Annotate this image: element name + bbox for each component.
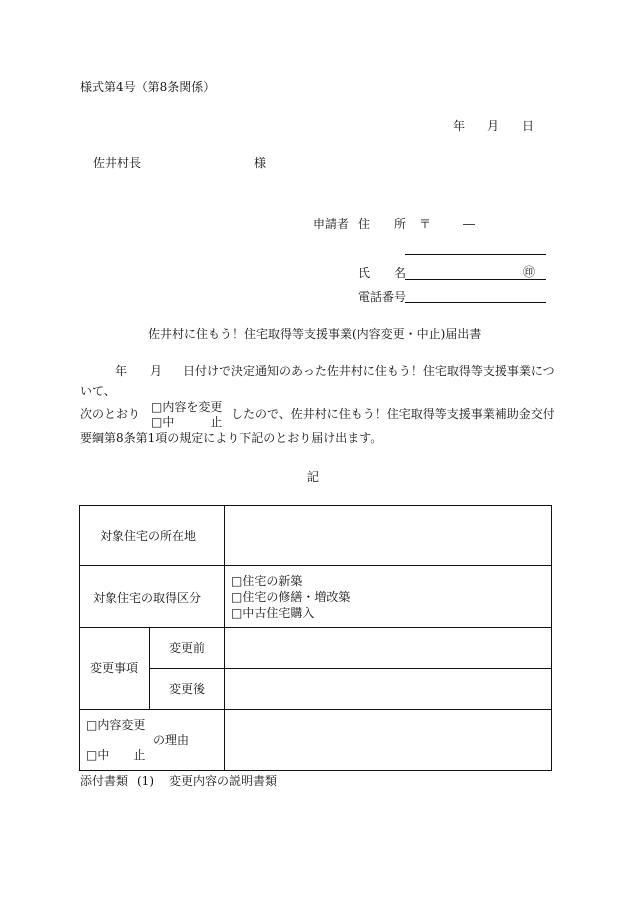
col-divider-main bbox=[224, 506, 225, 770]
change-items-label: 変更事項 bbox=[90, 661, 139, 675]
body-line3: 要綱第8条第1項の規定により下記のとおり届け出ます。 bbox=[80, 431, 383, 445]
row-divider-2 bbox=[80, 627, 551, 628]
before-label: 変更前 bbox=[169, 641, 206, 655]
body-line1-wrap: いて、 bbox=[80, 384, 116, 398]
option-change-checkbox[interactable]: □内容を変更 bbox=[151, 400, 223, 414]
addressee-honorific: 様 bbox=[254, 156, 267, 170]
option-stop-checkbox[interactable]: □中 止 bbox=[151, 415, 223, 429]
attachment-item: 変更内容の説明書類 bbox=[169, 774, 278, 788]
acquisition-label: 対象住宅の取得区分 bbox=[93, 591, 202, 605]
ki-heading: 記 bbox=[307, 470, 320, 484]
postal-dash: ― bbox=[463, 217, 475, 231]
location-value[interactable] bbox=[230, 510, 545, 560]
reason-label: の理由 bbox=[153, 733, 190, 747]
details-table bbox=[79, 505, 552, 771]
before-value[interactable] bbox=[230, 631, 545, 664]
reason-value[interactable] bbox=[230, 713, 545, 765]
date-year-label: 年 bbox=[453, 119, 466, 133]
address-line bbox=[405, 254, 546, 255]
acq-option-used[interactable]: □中古住宅購入 bbox=[231, 606, 315, 620]
seal-mark: ㊞ bbox=[523, 265, 536, 279]
name-label: 氏 名 bbox=[358, 266, 407, 280]
applicant-label: 申請者 bbox=[313, 217, 350, 231]
row-divider-3 bbox=[149, 668, 551, 669]
body-year: 年 bbox=[115, 364, 128, 378]
attachment-label: 添付書類 bbox=[80, 774, 129, 788]
acq-option-repair[interactable]: □住宅の修繕・増改築 bbox=[231, 590, 351, 604]
acq-option-new[interactable]: □住宅の新築 bbox=[231, 574, 303, 588]
body-line1: 日付けで決定通知のあった佐井村に住もう！住宅取得等支援事業につ bbox=[183, 364, 555, 378]
form-number: 様式第4号（第8条関係） bbox=[80, 80, 216, 94]
after-label: 変更後 bbox=[169, 682, 206, 696]
addressee-name: 佐井村長 bbox=[93, 156, 142, 170]
col-divider-change bbox=[149, 627, 150, 709]
address-label: 住 所 bbox=[358, 217, 407, 231]
date-day-label: 日 bbox=[522, 119, 535, 133]
attachment-number: (1) bbox=[137, 774, 154, 788]
after-value[interactable] bbox=[230, 672, 545, 705]
reason-option-stop[interactable]: □中 止 bbox=[86, 748, 146, 762]
body-month: 月 bbox=[150, 364, 163, 378]
row-divider-1 bbox=[80, 565, 551, 566]
date-month-label: 月 bbox=[487, 119, 500, 133]
reason-option-change[interactable]: □内容変更 bbox=[86, 718, 146, 732]
phone-label: 電話番号 bbox=[358, 290, 407, 304]
document-title: 佐井村に住もう！住宅取得等支援事業(内容変更・中止)届出書 bbox=[148, 327, 482, 341]
row-divider-4 bbox=[80, 709, 551, 710]
location-label: 対象住宅の所在地 bbox=[100, 529, 197, 543]
body-line2-suffix: したので、佐井村に住もう！住宅取得等支援事業補助金交付 bbox=[231, 407, 555, 421]
body-line2-prefix: 次のとおり bbox=[80, 407, 141, 421]
postal-mark: 〒 bbox=[419, 217, 432, 231]
phone-line bbox=[405, 302, 546, 303]
name-line bbox=[405, 279, 546, 280]
